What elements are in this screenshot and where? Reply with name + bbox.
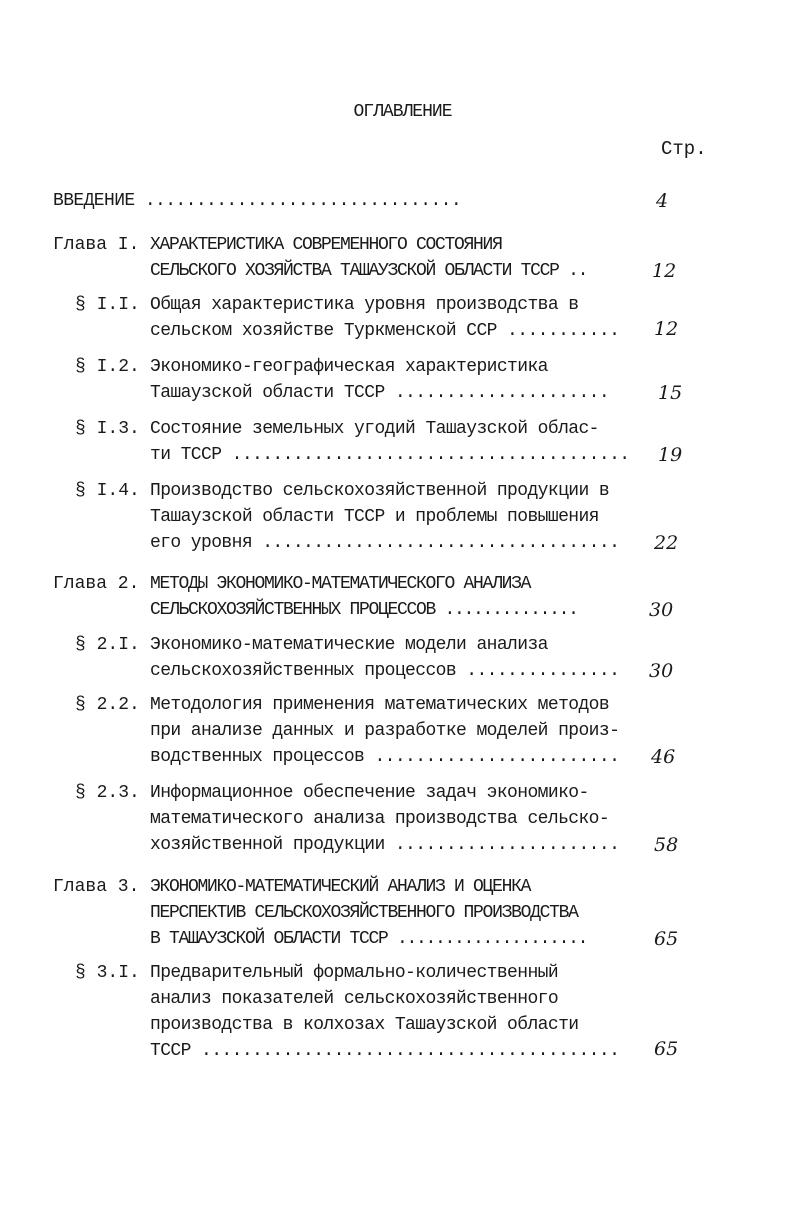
toc-entry-text: ТССР .........................................	[150, 1041, 620, 1061]
toc-entry-text: хозяйственной продукции ......................	[150, 835, 620, 855]
toc-page-number: 65	[654, 1038, 679, 1060]
toc-entry-text: анализ показателей сельскохозяйственного	[150, 989, 559, 1009]
page-column-label: Стр.	[661, 138, 707, 160]
toc-page-number: 12	[652, 260, 677, 282]
toc-entry-text: ХАРАКТЕРИСТИКА СОВРЕМЕННОГО СОСТОЯНИЯ	[150, 235, 502, 255]
toc-entry-label: § I.2.	[75, 357, 140, 377]
toc-entry-text: МЕТОДЫ ЭКОНОМИКО-МАТЕМАТИЧЕСКОГО АНАЛИЗА	[150, 574, 531, 594]
toc-entry-text: Экономико-математические модели анализа	[150, 635, 548, 655]
toc-entry-label: § 2.I.	[75, 635, 140, 655]
page-title: ОГЛАВЛЕНИЕ	[353, 102, 452, 122]
toc-entry-text: Ташаузской области ТССР и проблемы повышения	[150, 507, 599, 527]
toc-entry-label: § 2.3.	[75, 783, 140, 803]
toc-page-number: 15	[658, 382, 683, 404]
toc-entry-text: ПЕРСПЕКТИВ СЕЛЬСКОХОЗЯЙСТВЕННОГО ПРОИЗВОДСТВА	[150, 903, 578, 923]
toc-entry-text: Экономико-географическая характеристика	[150, 357, 548, 377]
toc-entry-text: Ташаузской области ТССР .....................	[150, 383, 610, 403]
toc-page-number: 19	[658, 444, 683, 466]
toc-page-number: 58	[654, 834, 679, 856]
toc-entry-label: § 3.I.	[75, 963, 140, 983]
toc-page-number: 22	[654, 532, 679, 554]
toc-entry-text: сельском хозяйстве Туркменской ССР ...........	[150, 321, 620, 341]
toc-entry-text: Информационное обеспечение задач экономико-	[150, 783, 589, 803]
toc-entry-text: Общая характеристика уровня производства в	[150, 295, 579, 315]
toc-entry-text: СЕЛЬСКОХОЗЯЙСТВЕННЫХ ПРОЦЕССОВ ..............	[150, 600, 578, 620]
toc-entry-label: Глава 2.	[53, 574, 140, 594]
toc-entry-text: В ТАШАУЗСКОЙ ОБЛАСТИ ТССР ....................	[150, 929, 588, 949]
toc-entry-label: § 2.2.	[75, 695, 140, 715]
toc-page-number: 30	[649, 599, 674, 621]
toc-entry-text: Методология применения математических методов	[150, 695, 610, 715]
toc-entry-text: водственных процессов ........................	[150, 747, 620, 767]
toc-entry-text: Предварительный формально-количественный	[150, 963, 559, 983]
toc-entry-text: его уровня ...................................	[150, 533, 620, 553]
toc-page-number: 46	[651, 746, 676, 768]
toc-page-number: 30	[649, 660, 674, 682]
toc-entry-text: при анализе данных и разработке моделей произ-	[150, 721, 620, 741]
toc-page-number: 4	[656, 190, 669, 212]
toc-entry-label: Глава I.	[53, 235, 140, 255]
toc-entry-text: Состояние земельных угодий Ташаузской облас-	[150, 419, 599, 439]
toc-entry-text: Производство сельскохозяйственной продукции в	[150, 481, 610, 501]
toc-entry-text: ти ТССР .......................................	[150, 445, 630, 465]
toc-entry-text: производства в колхозах Ташаузской области	[150, 1015, 579, 1035]
toc-entry-text: СЕЛЬСКОГО ХОЗЯЙСТВА ТАШАУЗСКОЙ ОБЛАСТИ ТССР ..	[150, 261, 588, 281]
toc-entry-text: математического анализа производства сельско-	[150, 809, 610, 829]
toc-entry-text: ВВЕДЕНИЕ ...............................	[53, 191, 462, 211]
toc-entry-label: Глава 3.	[53, 877, 140, 897]
toc-entry-text: ЭКОНОМИКО-МАТЕМАТИЧЕСКИЙ АНАЛИЗ И ОЦЕНКА	[150, 877, 531, 897]
toc-entry-label: § I.4.	[75, 481, 140, 501]
toc-page-number: 12	[654, 318, 679, 340]
toc-entry-text: сельскохозяйственных процессов ...............	[150, 661, 620, 681]
toc-page-number: 65	[654, 928, 679, 950]
toc-entry-label: § I.I.	[75, 295, 140, 315]
toc-entry-label: § I.3.	[75, 419, 140, 439]
